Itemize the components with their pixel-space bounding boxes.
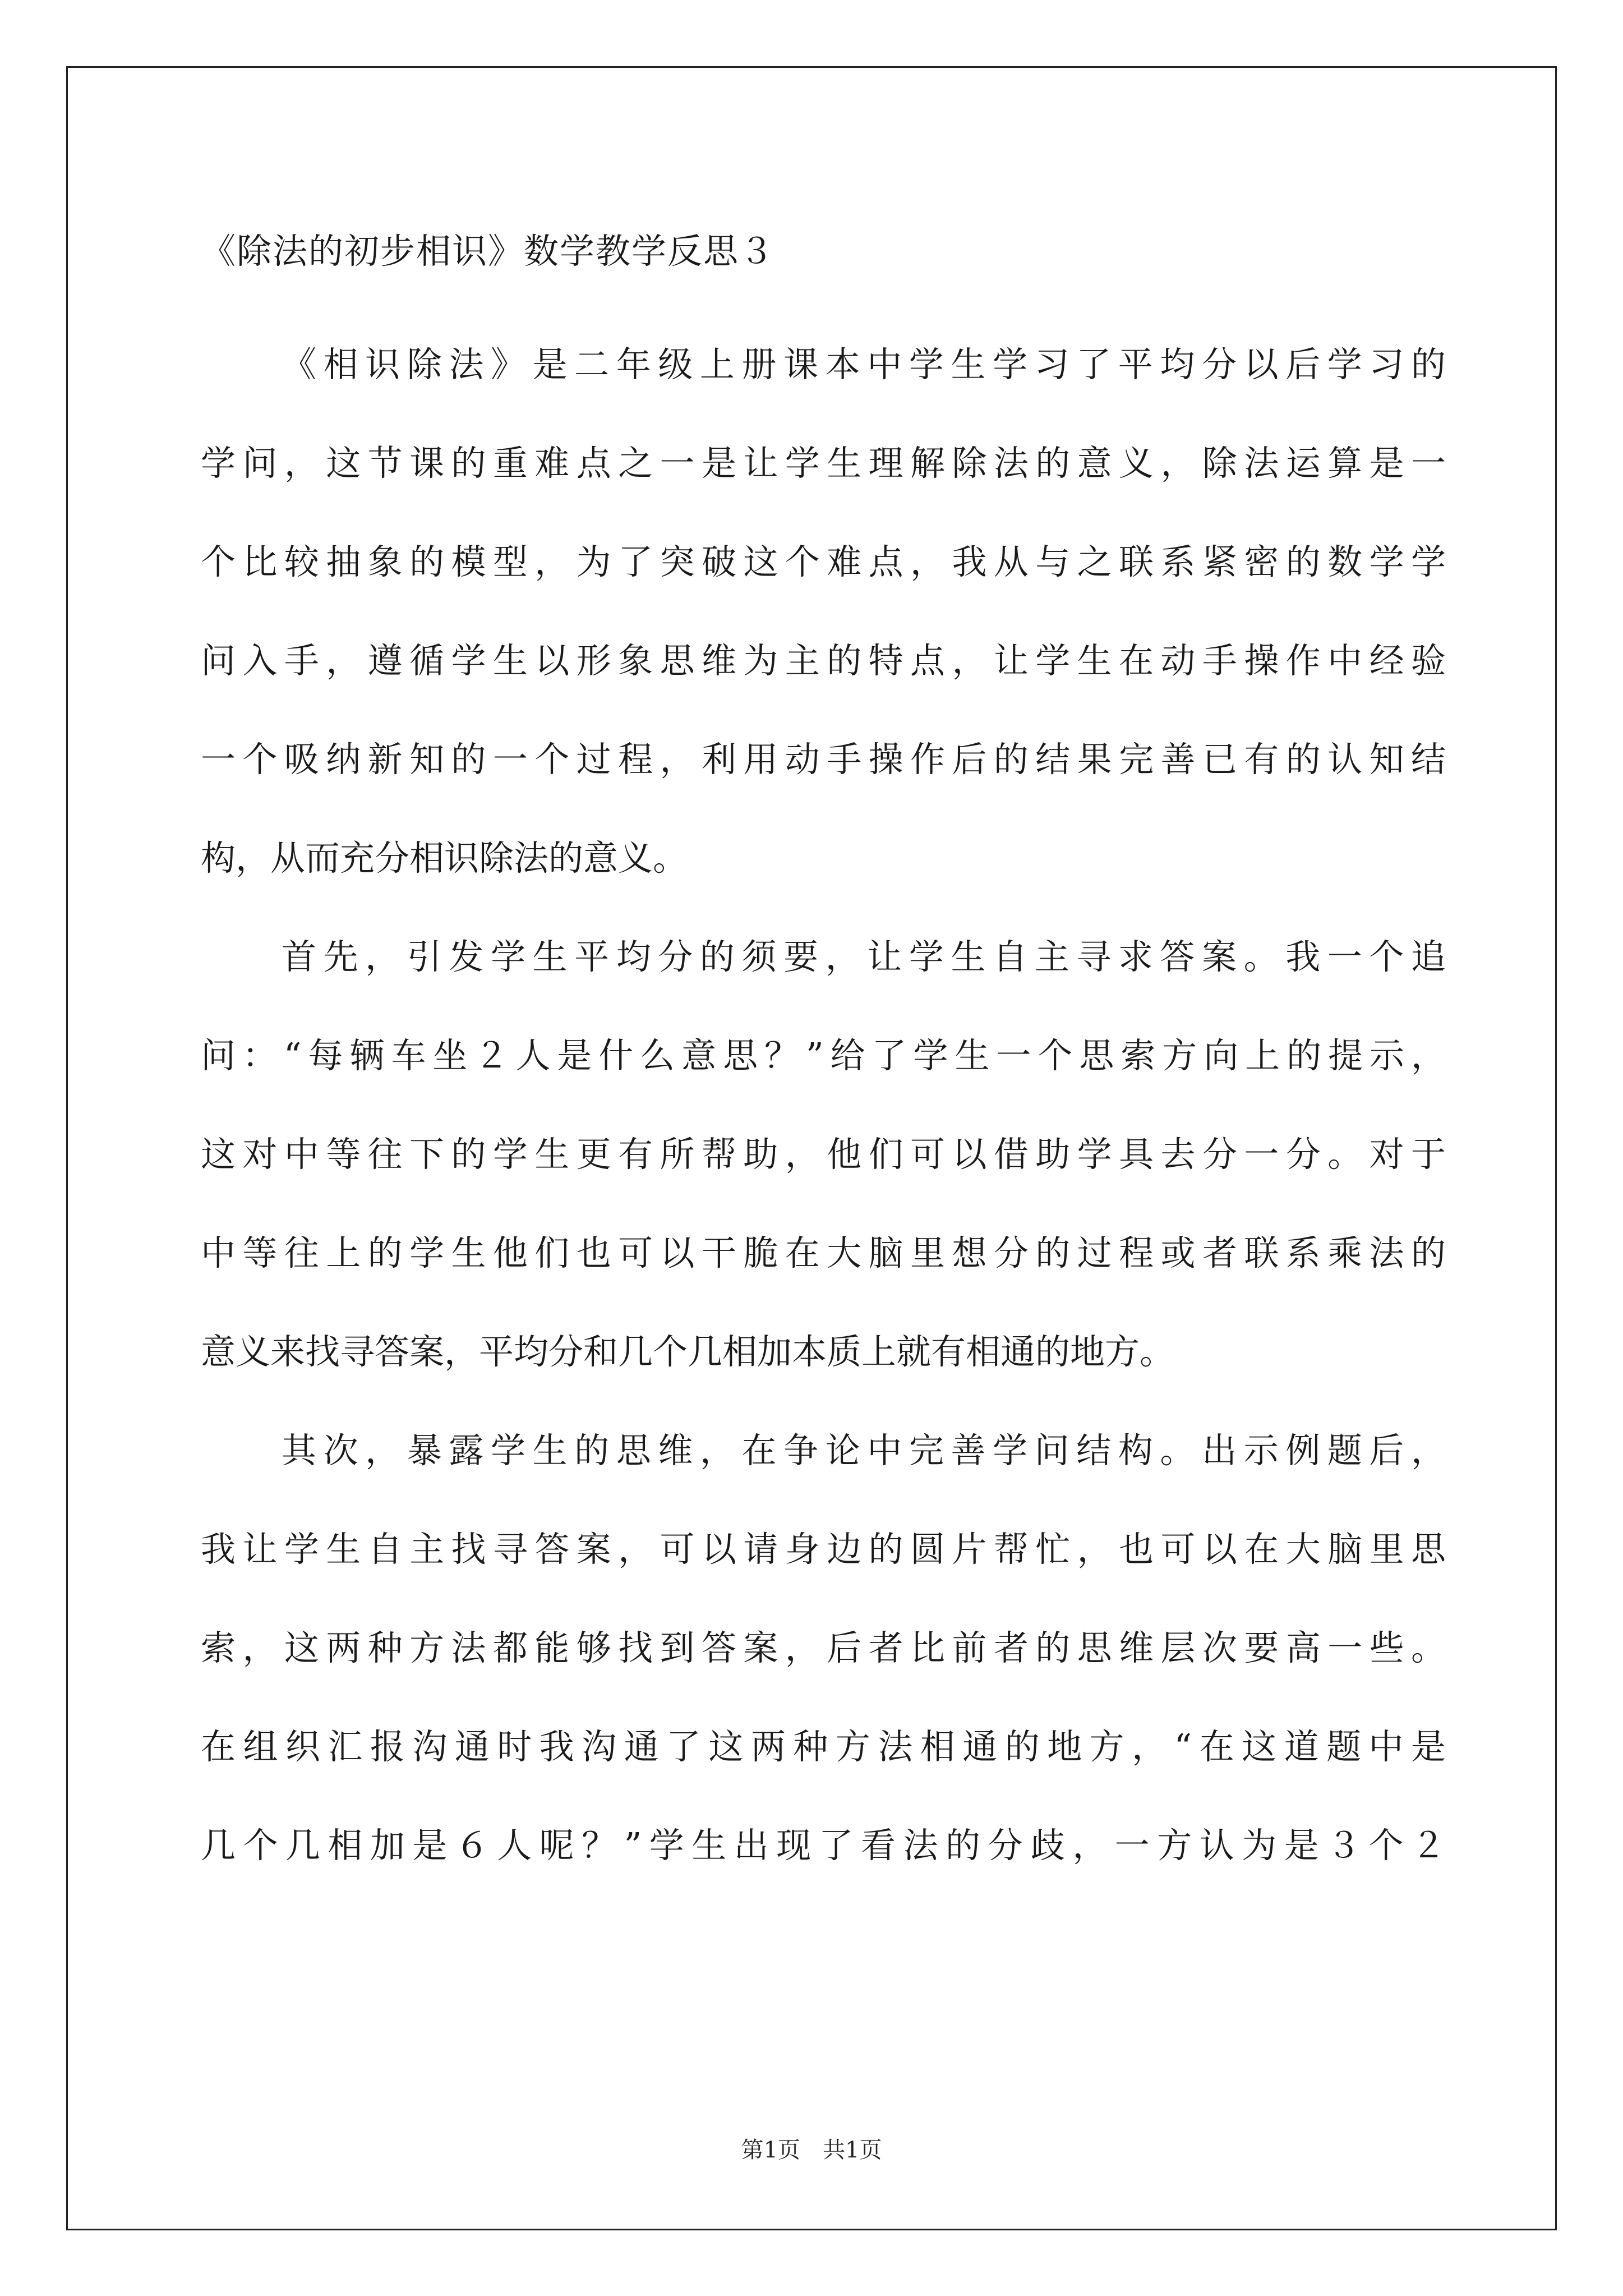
document-title: 《除法的初步相识》数学教学反思３ bbox=[201, 231, 776, 272]
paragraph-2-line-4: 中等往上的学生他们也可以干脆在大脑里想分的过程或者联系乘法的 bbox=[201, 1232, 1446, 1273]
paragraph-3-line-2: 我让学生自主找寻答案，可以请身边的圆片帮忙，也可以在大脑里思 bbox=[201, 1529, 1446, 1570]
paragraph-3-line-3: 索，这两种方法都能够找到答案，后者比前者的思维层次要高一些。 bbox=[201, 1627, 1446, 1668]
paragraph-3-line-1: 其次，暴露学生的思维，在争论中完善学问结构。出示例题后， bbox=[282, 1430, 1446, 1471]
paragraph-1-line-2: 学问，这节课的重难点之一是让学生理解除法的意义，除法运算是一 bbox=[201, 443, 1446, 484]
paragraph-2-line-3: 这对中等往下的学生更有所帮助，他们可以借助学具去分一分。对于 bbox=[201, 1134, 1446, 1175]
paragraph-3-line-5: 几个几相加是６人呢？”学生出现了看法的分歧，一方认为是３个２ bbox=[201, 1825, 1446, 1866]
paragraph-2-line-1: 首先，引发学生平均分的须要，让学生自主寻求答案。我一个追 bbox=[282, 936, 1446, 977]
paragraph-1-line-4: 问入手，遵循学生以形象思维为主的特点，让学生在动手操作中经验 bbox=[201, 640, 1446, 681]
paragraph-2-line-2: 问：“每辆车坐２人是什么意思？”给了学生一个思索方向上的提示， bbox=[201, 1035, 1446, 1076]
paragraph-1-line-3: 个比较抽象的模型，为了突破这个难点，我从与之联系紧密的数学学 bbox=[201, 541, 1446, 582]
paragraph-2-line-5: 意义来找寻答案，平均分和几个几相加本质上就有相通的地方。 bbox=[201, 1331, 1175, 1372]
page-footer: 第1页 共1页 bbox=[741, 2137, 882, 2163]
paragraph-3-line-4: 在组织汇报沟通时我沟通了这两种方法相通的地方，“在这道题中是 bbox=[201, 1726, 1446, 1767]
paragraph-1-line-5: 一个吸纳新知的一个过程，利用动手操作后的结果完善已有的认知结 bbox=[201, 739, 1446, 780]
paragraph-1-line-1: 《相识除法》是二年级上册课本中学生学习了平均分以后学习的 bbox=[282, 344, 1446, 385]
paragraph-1-line-6: 构，从而充分相识除法的意义。 bbox=[201, 838, 688, 878]
